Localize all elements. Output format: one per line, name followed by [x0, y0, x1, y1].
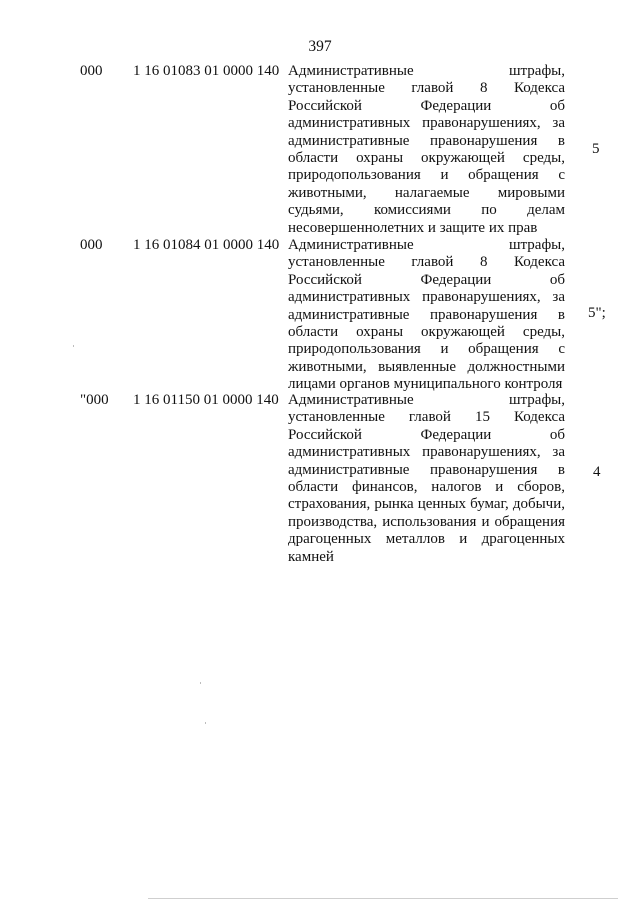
description-line: административные правонарушения в — [288, 306, 565, 323]
description-line: административные правонарушения в — [288, 461, 565, 478]
description-line: Административные штрафы, — [288, 63, 565, 79]
kbk-code: 1 16 01150 01 0000 140 — [133, 392, 279, 408]
rate-value: 5"; — [588, 305, 606, 321]
admin-code: 000 — [80, 63, 103, 79]
scan-artifact — [200, 682, 201, 684]
income-description — [288, 237, 565, 394]
description-line: животными, выявленные должностными — [288, 358, 565, 375]
description-line: установленные главой 8 Кодекса — [288, 254, 565, 271]
description-line: Административные штрафы, — [288, 392, 565, 408]
description-line: производства, использования и обращения — [288, 513, 565, 530]
page-number: 397 — [308, 38, 332, 55]
rate-value: 5 — [592, 141, 600, 157]
income-description — [288, 63, 565, 237]
description-line: административных правонарушениях, за — [288, 289, 565, 306]
income-description — [288, 392, 565, 566]
description-line: области охраны окружающей среды, — [288, 149, 565, 166]
description-line: области финансов, налогов и сборов, — [288, 478, 565, 495]
admin-code: 000 — [80, 237, 103, 253]
description-line: Российской Федерации об — [288, 271, 565, 288]
description-line: установленные главой 8 Кодекса — [288, 80, 565, 97]
description-line: установленные главой 15 Кодекса — [288, 409, 565, 426]
description-line: Российской Федерации об — [288, 426, 565, 443]
description-line: административных правонарушениях, за — [288, 444, 565, 461]
description-line: судьями, комиссиями по делам — [288, 202, 565, 219]
description-line: природопользования и обращения с — [288, 167, 565, 184]
kbk-code: 1 16 01083 01 0000 140 — [133, 63, 280, 79]
description-line: страхования, рынка ценных бумаг, добычи, — [288, 496, 565, 513]
description-line: административных правонарушениях, за — [288, 115, 565, 132]
description-line: камней — [288, 548, 334, 565]
admin-code: "000 — [80, 392, 109, 408]
scan-edge-line — [148, 898, 618, 899]
rate-value: 4 — [593, 464, 601, 480]
description-line: животными, налагаемые мировыми — [288, 184, 565, 201]
description-line: несовершеннолетних и защите их прав — [288, 219, 538, 236]
description-line: Административные штрафы, — [288, 237, 565, 253]
scan-artifact — [73, 345, 74, 347]
description-line: природопользования и обращения с — [288, 341, 565, 358]
description-line: лицами органов муниципального контроля — [288, 376, 563, 393]
kbk-code: 1 16 01084 01 0000 140 — [133, 237, 280, 253]
description-line: области охраны окружающей среды, — [288, 323, 565, 340]
scan-artifact — [205, 722, 206, 724]
description-line: административные правонарушения в — [288, 132, 565, 149]
description-line: драгоценных металлов и драгоценных — [288, 531, 565, 548]
description-line: Российской Федерации об — [288, 97, 565, 114]
